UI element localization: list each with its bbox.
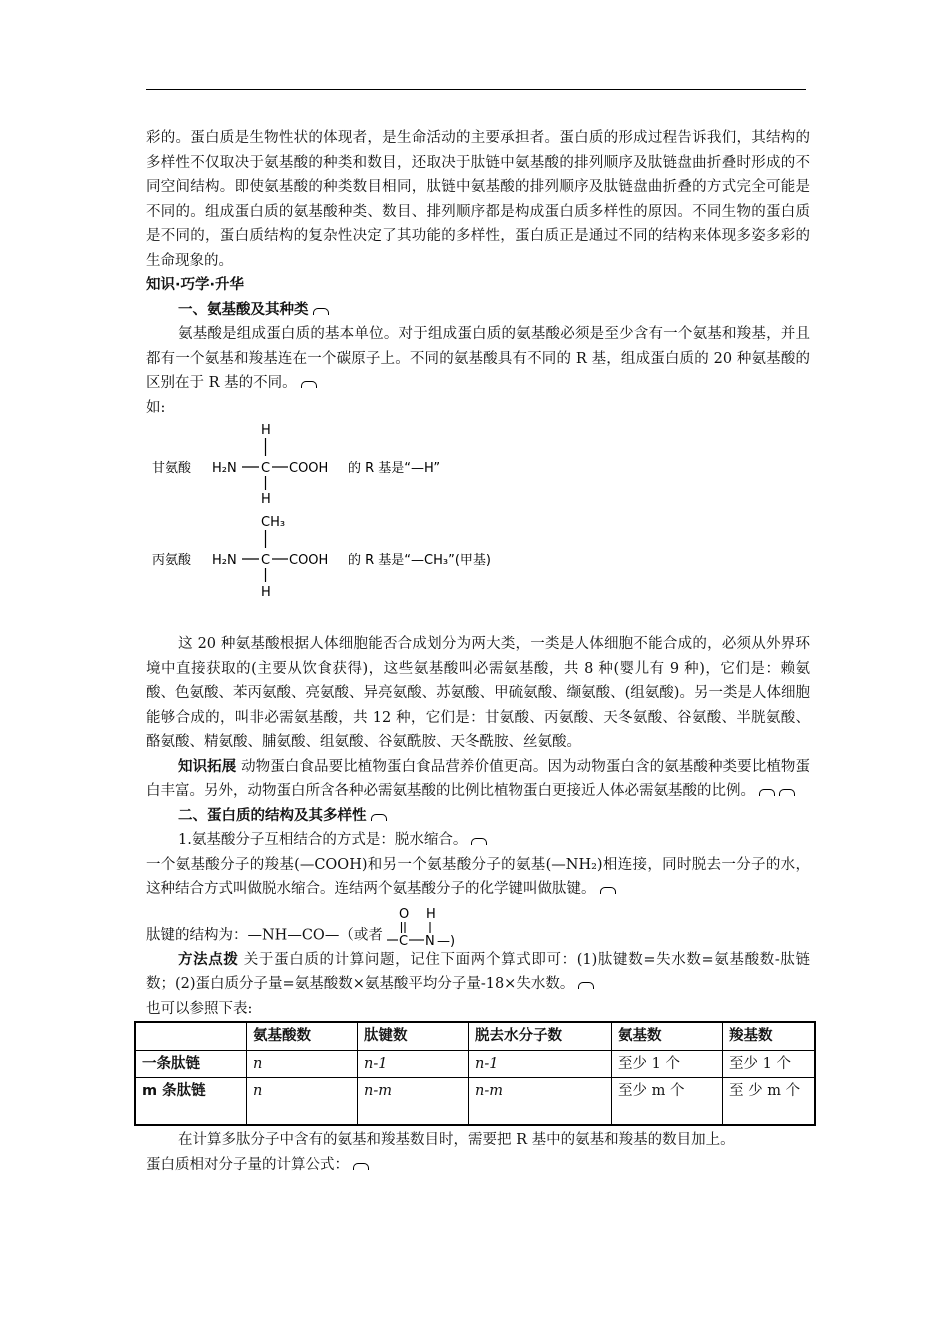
marker-icon [779, 789, 795, 796]
marker-icon [471, 838, 487, 845]
svg-text:H: H [426, 906, 437, 922]
alanine-bottom-h: H [261, 585, 271, 600]
document-body [142, 126, 811, 1177]
svg-text:C: C [399, 933, 409, 948]
svg-text:—): —) [437, 933, 456, 948]
method-tip: 方法点拨 关于蛋白质的计算问题，记住下面两个算式即可：(1)肽键数=失水数=氨基酸数-肽链数；(2)蛋白质分子量=氨基酸数×氨基酸平均分子量-18×失水数。 [146, 951, 811, 992]
marker-icon [578, 982, 594, 989]
calculation-note: 在计算多肽分子中含有的氨基和羧基数目时，需要把 R 基中的氨基和羧基的数目加上。 [178, 1132, 735, 1148]
marker-icon [600, 887, 616, 894]
peptide-count-table [134, 1021, 816, 1126]
alanine-name: 丙氨酸 [152, 553, 192, 568]
marker-icon [759, 789, 775, 796]
glycine-amine: H₂N [212, 461, 237, 476]
dehydration-paragraph: 一个氨基酸分子的羧基(—COOH)和另一个氨基酸分子的氨基(—NH₂)相连接，同时脱去一分子的水，这种结合方式叫做脱水缩合。连结两个氨基酸分子的化学键叫做肽键。 [146, 856, 810, 897]
heading-protein-structure: 二、蛋白质的结构及其多样性 [146, 804, 810, 829]
glycine-carboxyl: COOH [289, 461, 329, 476]
alanine-r-group: 的 R 基是“—CH₃”(甲基) [348, 553, 491, 568]
table-row: m 条肽链 n n-m n-m 至少 m 个 至 少 m 个 [135, 1078, 815, 1126]
alanine-carboxyl: COOH [289, 553, 329, 568]
structural-formulas [146, 420, 646, 632]
marker-icon [313, 308, 329, 315]
glycine-r-group: 的 R 基是“—H” [348, 461, 441, 476]
table-header-row: 氨基酸数 肽键数 脱去水分子数 氨基数 羧基数 [135, 1022, 815, 1050]
alanine-methyl: CH₃ [261, 515, 286, 530]
svg-text:N: N [425, 933, 436, 948]
intro-paragraph: 彩的。蛋白质是生物性状的体现者，是生命活动的主要承担者。蛋白质的形成过程告诉我们，其结构的多样性不仅取决于氨基酸的种类和数目，还取决于肽链中氨基酸的排列顺序及肽链盘曲折叠时形成的不同空间结构。即使氨基酸的种类数目相同，肽链中氨基酸的排列顺序及肽链盘曲折叠的方式完全可能是不同的。组成蛋白质的氨基酸种类、数目、排列顺序都是构成蛋白质多样性的原因。不同生物的蛋白质是不同的，蛋白质结构的复杂性决定了其功能的多样性，蛋白质正是通过不同的结构来体现多姿多彩的生命现象的。 [146, 130, 810, 269]
glycine-carbon: C [261, 461, 271, 476]
alanine-carbon: C [261, 553, 271, 568]
glycine-top-h: H [261, 423, 271, 438]
amino-acid-paragraph: 氨基酸是组成蛋白质的基本单位。对于组成蛋白质的氨基酸必须是至少含有一个氨基和羧基，并且都有一个氨基和羧基连在一个碳原子上。不同的氨基酸具有不同的 R 基，组成蛋白质的 20 种氨基酸的区别在于 R 基的不同。 [146, 326, 810, 391]
glycine-bottom-h: H [261, 492, 271, 507]
example-label: 如: [146, 399, 166, 416]
heading-amino-acids: 一、氨基酸及其种类 [146, 298, 810, 323]
svg-text:O: O [399, 906, 410, 922]
table-intro: 也可以参照下表: [146, 1000, 253, 1017]
table-row: 一条肽链 n n-1 n-1 至少 1 个 至少 1 个 [135, 1050, 815, 1078]
header-rule [146, 89, 806, 90]
dehydration-item: 1.氨基酸分子互相结合的方式是：脱水缩合。 [146, 828, 810, 853]
marker-icon [301, 381, 317, 388]
peptide-bond-line: 肽键的结构为：—NH—CO—（或者 O H C N —) [146, 906, 810, 948]
amino-acid-formulas [146, 420, 810, 632]
peptide-bond-structure [387, 906, 477, 948]
molecular-weight-formula-label: 蛋白质相对分子量的计算公式： [146, 1153, 810, 1178]
alanine-amine: H₂N [212, 553, 237, 568]
knowledge-extension: 知识拓展 动物蛋白食品要比植物蛋白食品营养价值更高。因为动物蛋白含的氨基酸种类要比植物蛋白丰富。另外，动物蛋白所含各种必需氨基酸的比例比植物蛋白更接近人体必需氨基酸的比例。 [146, 758, 811, 799]
marker-icon [353, 1163, 369, 1170]
section-label: 知识·巧学·升华 [146, 277, 245, 293]
essential-amino-acids-paragraph: 这 20 种氨基酸根据人体细胞能否合成划分为两大类，一类是人体细胞不能合成的，必须从外界环境中直接获取的(主要从饮食获得)，这些氨基酸叫必需氨基酸，共 8 种(婴儿有 9 种)，它们是：赖氨酸、色氨酸、苯丙氨酸、亮氨酸、异亮氨酸、苏氨酸、甲硫氨酸、缬氨酸、(组氨酸)。另一类是人体细胞能够合成的，叫非必需氨基酸，共 12 种，它们是：甘氨酸、丙氨酸、天冬氨酸、谷氨酸、半胱氨酸、酪氨酸、精氨酸、脯氨酸、组氨酸、谷氨酰胺、天冬酰胺、丝氨酸。 [146, 636, 810, 750]
glycine-name: 甘氨酸 [152, 461, 192, 476]
marker-icon [371, 814, 387, 821]
